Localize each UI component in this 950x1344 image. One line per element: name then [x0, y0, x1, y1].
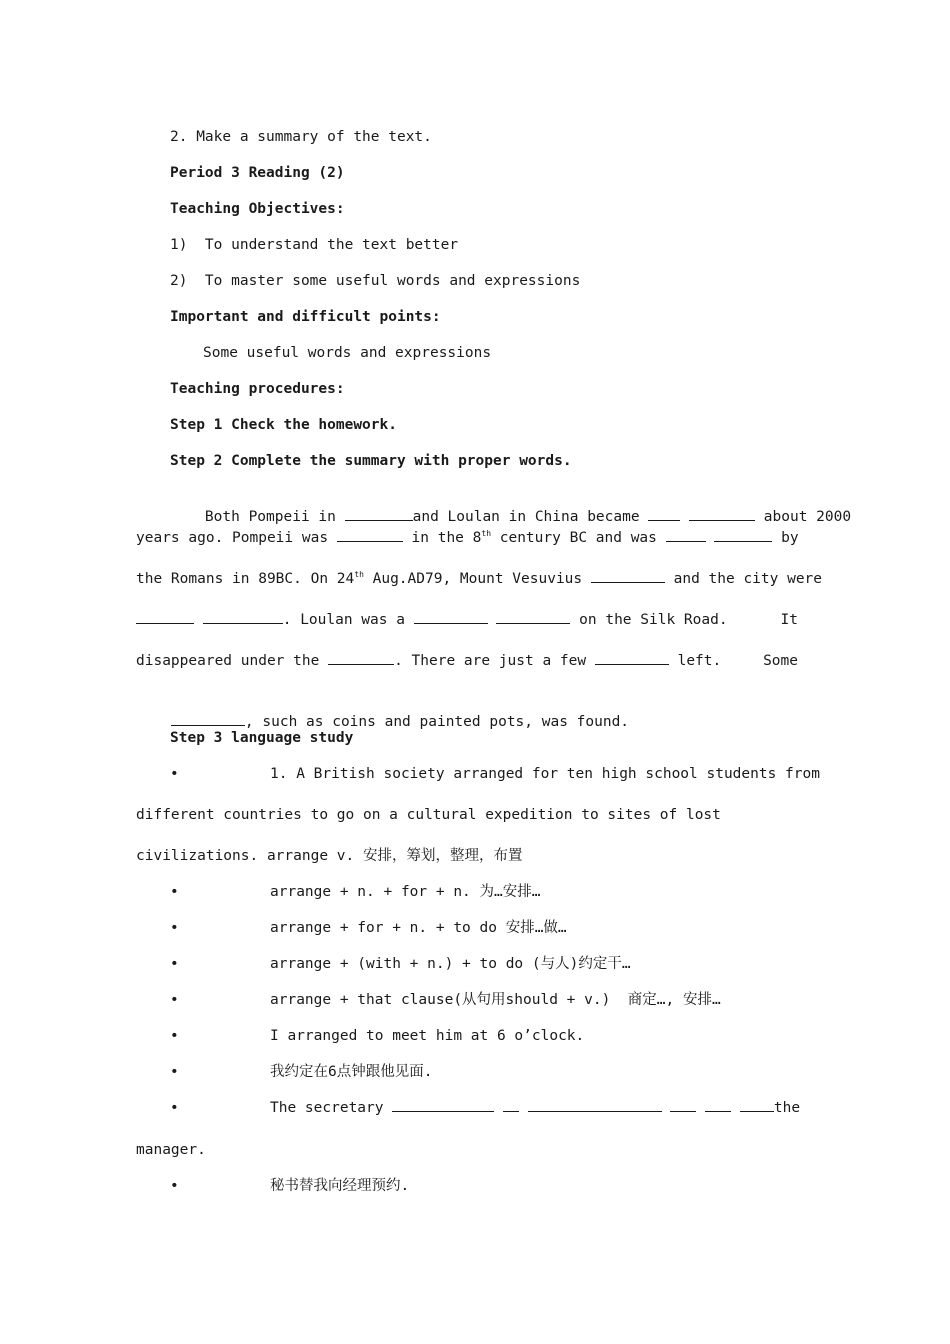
- bullet-icon: •: [170, 884, 179, 900]
- exercise-sentence: The secretary the: [270, 1100, 801, 1116]
- item-1-line-b: different countries to go on a cultural expedition to sites of lost: [136, 807, 721, 823]
- summary-task: 2. Make a summary of the text.: [170, 129, 432, 145]
- arrange-usage-2: arrange + for + n. + to do 安排…做…: [270, 920, 567, 936]
- procedures-heading: Teaching procedures:: [170, 381, 345, 397]
- bullet-icon: •: [170, 1100, 179, 1116]
- points-text: Some useful words and expressions: [203, 345, 492, 361]
- example-chinese: 我约定在6点钟跟他见面.: [270, 1064, 433, 1080]
- bullet-icon: •: [170, 1064, 179, 1080]
- summary-line-2: years ago. Pompeii was in the 8th century BC and was by: [136, 529, 799, 546]
- exercise-chinese: 秘书替我向经理预约.: [270, 1178, 410, 1194]
- summary-line-6: , such as coins and painted pots, was found.: [136, 692, 629, 752]
- arrange-usage-4: arrange + that clause(从句用should + v.) 商定…, 安排…: [270, 992, 721, 1008]
- summary-line-4: . Loulan was a on the Silk Road. It: [136, 610, 798, 630]
- step-3: Step 3 language study: [170, 730, 354, 746]
- arrange-usage-3: arrange + (with + n.) + to do (与人)约定干…: [270, 956, 631, 972]
- exercise-sentence-end: manager.: [136, 1142, 206, 1158]
- bullet-icon: •: [170, 956, 179, 972]
- summary-line-1: Both Pompeii in and Loulan in China became about 2000: [204, 509, 852, 525]
- bullet-icon: •: [170, 1028, 179, 1044]
- step-1: Step 1 Check the homework.: [170, 417, 397, 433]
- objective-1: 1) To understand the text better: [170, 237, 459, 253]
- bullet-icon: •: [170, 920, 179, 936]
- points-heading: Important and difficult points:: [170, 309, 441, 325]
- bullet-icon: •: [170, 992, 179, 1008]
- objectives-heading: Teaching Objectives:: [170, 201, 345, 217]
- arrange-usage-1: arrange + n. + for + n. 为…安排…: [270, 884, 541, 900]
- example-english: I arranged to meet him at 6 o’clock.: [270, 1028, 585, 1044]
- item-1-line-c: civilizations. arrange v. 安排，筹划，整理，布置: [136, 848, 523, 864]
- period-heading: Period 3 Reading (2): [170, 165, 345, 181]
- bullet-icon: •: [170, 766, 179, 782]
- objective-2: 2) To master some useful words and expressions: [170, 273, 581, 289]
- item-1-line-a: 1. A British society arranged for ten high school students from: [270, 766, 820, 782]
- summary-line-3: the Romans in 89BC. On 24th Aug.AD79, Mount Vesuvius and the city were: [136, 570, 823, 587]
- step-2: Step 2 Complete the summary with proper words.: [170, 453, 572, 469]
- bullet-icon: •: [170, 1178, 179, 1194]
- summary-line-5: disappeared under the . There are just a few left. Some: [136, 653, 798, 669]
